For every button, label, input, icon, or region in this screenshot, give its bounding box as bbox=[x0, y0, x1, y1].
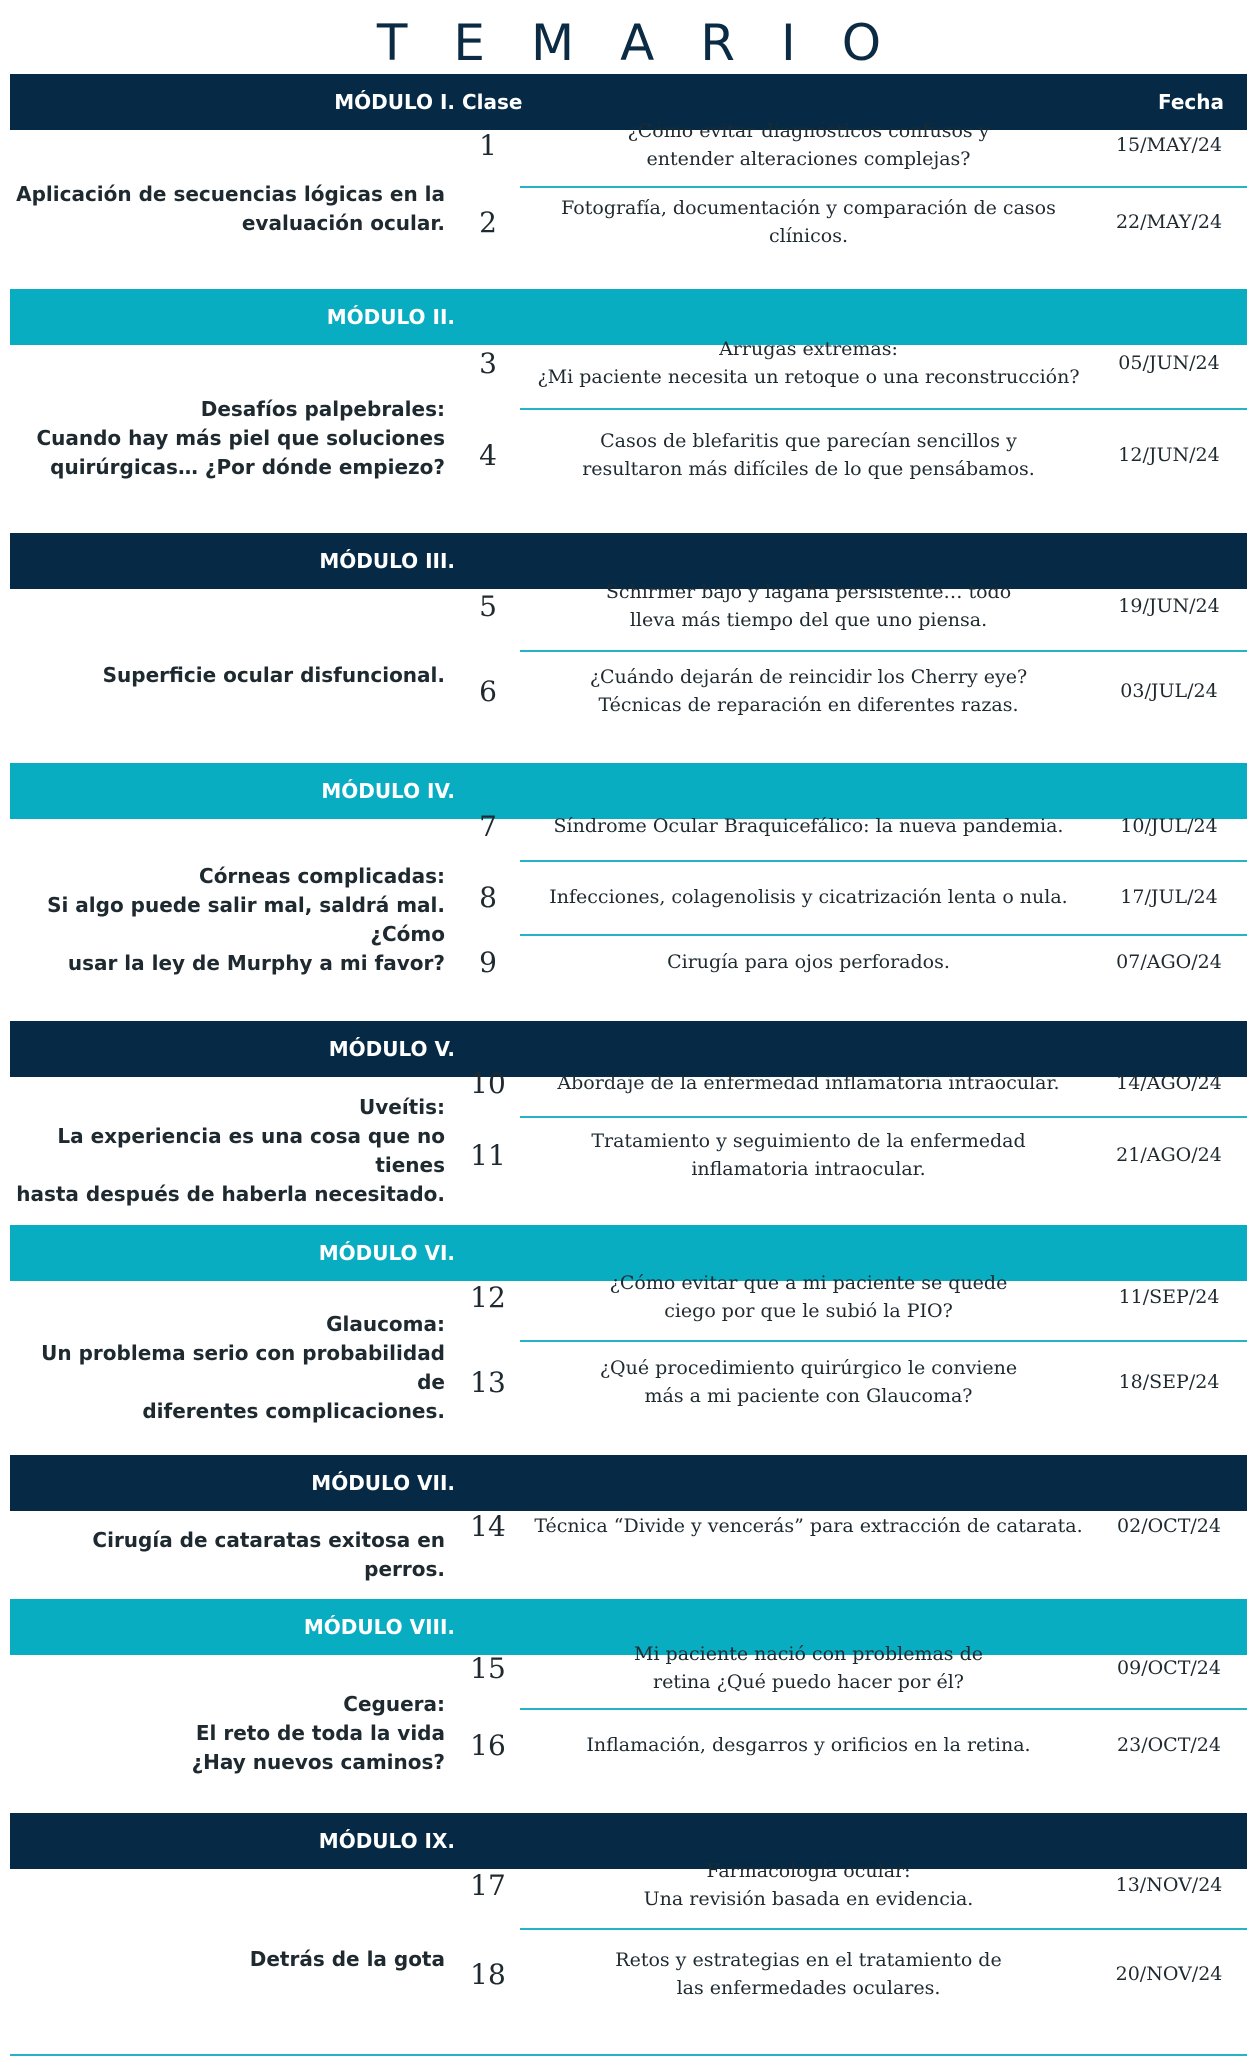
class-topic bbox=[526, 1842, 1091, 1928]
class-date: 11/SEP/24 bbox=[1118, 1286, 1220, 1308]
class-topic-text bbox=[582, 427, 1035, 483]
module-description-text bbox=[10, 1945, 445, 1974]
class-number: 7 bbox=[479, 809, 497, 843]
topic-line: Una revisión basada en evidencia. bbox=[643, 1888, 974, 1910]
module-description-text bbox=[10, 1526, 445, 1584]
class-number: 1 bbox=[479, 128, 497, 162]
description-line: diferentes complicaciones. bbox=[142, 1398, 445, 1423]
topic-line: Cirugía para ojos perforados. bbox=[667, 951, 950, 973]
class-date: 10/JUL/24 bbox=[1120, 815, 1218, 837]
topic-line: Arrugas extremas: bbox=[719, 338, 898, 360]
module-description bbox=[10, 589, 445, 762]
class-row bbox=[460, 1116, 1247, 1194]
row-divider bbox=[520, 1928, 1247, 1930]
class-date: 19/JUN/24 bbox=[1118, 595, 1220, 617]
class-number: 17 bbox=[470, 1868, 506, 1902]
class-number: 6 bbox=[479, 674, 497, 708]
module-label: MÓDULO III. bbox=[319, 549, 455, 573]
class-row bbox=[460, 104, 1247, 186]
page-title: TEMARIO bbox=[376, 14, 928, 72]
module-description bbox=[10, 819, 445, 1020]
topic-line: Retos y estrategias en el tratamiento de bbox=[615, 1949, 1002, 1971]
module-description-text bbox=[10, 862, 445, 978]
module-label: MÓDULO II. bbox=[326, 305, 455, 329]
topic-line: ¿Cómo evitar diagnósticos confusos y bbox=[627, 120, 990, 142]
class-topic bbox=[526, 1254, 1091, 1340]
class-topic-text bbox=[526, 194, 1091, 250]
row-divider bbox=[520, 1340, 1247, 1342]
row-divider bbox=[520, 408, 1247, 410]
class-date: 15/MAY/24 bbox=[1115, 134, 1223, 156]
description-line: Superficie ocular disfuncional. bbox=[102, 663, 445, 687]
topic-line: ¿Cómo evitar que a mi paciente se quede bbox=[609, 1272, 1008, 1294]
topic-line: Tratamiento y seguimiento de la enfermedad bbox=[591, 1130, 1026, 1152]
topic-line: Síndrome Ocular Braquicefálico: la nueva pandemia. bbox=[553, 815, 1064, 837]
class-topic-text bbox=[549, 883, 1067, 911]
module-label: MÓDULO IV. bbox=[321, 779, 455, 803]
module-description bbox=[10, 1281, 445, 1454]
class-number: 4 bbox=[479, 438, 497, 472]
topic-line: Mi paciente nació con problemas de bbox=[633, 1643, 983, 1665]
description-line: Ceguera: bbox=[343, 1692, 445, 1716]
module-label: MÓDULO V. bbox=[328, 1037, 455, 1061]
topic-line: inflamatoria intraocular. bbox=[691, 1158, 926, 1180]
class-row bbox=[460, 1340, 1247, 1424]
class-topic bbox=[526, 934, 1091, 990]
class-number: 11 bbox=[470, 1138, 506, 1172]
module-description bbox=[10, 1869, 445, 2050]
class-topic-text bbox=[537, 335, 1079, 391]
class-number: 15 bbox=[470, 1651, 506, 1685]
class-date: 03/JUL/24 bbox=[1120, 680, 1218, 702]
class-date: 02/OCT/24 bbox=[1117, 1515, 1221, 1537]
class-date: 18/SEP/24 bbox=[1118, 1371, 1220, 1393]
class-topic-text bbox=[590, 663, 1027, 719]
class-topic bbox=[526, 318, 1091, 408]
class-row bbox=[460, 1254, 1247, 1340]
description-line: El reto de toda la vida bbox=[195, 1721, 445, 1745]
row-divider bbox=[520, 1116, 1247, 1118]
module-description-text bbox=[10, 395, 445, 482]
class-topic-text bbox=[667, 948, 950, 976]
topic-line: ciego por que le subió la PIO? bbox=[664, 1300, 953, 1322]
module-label: MÓDULO I. bbox=[334, 90, 455, 114]
topic-line: Inflamación, desgarros y orificios en la retina. bbox=[586, 1734, 1031, 1756]
row-divider bbox=[520, 186, 1247, 188]
description-line: evaluación ocular. bbox=[241, 211, 445, 235]
class-topic-text bbox=[554, 812, 1064, 840]
class-row bbox=[460, 1628, 1247, 1708]
class-topic bbox=[526, 104, 1091, 186]
description-line: usar la ley de Murphy a mi favor? bbox=[67, 950, 445, 975]
module-description-text bbox=[10, 1093, 445, 1209]
class-topic-text bbox=[628, 117, 990, 173]
clase-header: Clase bbox=[462, 90, 523, 114]
module-description bbox=[10, 1655, 445, 1812]
class-topic bbox=[526, 1708, 1091, 1782]
description-line: Detrás de la gota bbox=[249, 1947, 445, 1971]
topic-line: Fotografía, documentación y comparación de casos clínicos. bbox=[561, 197, 1056, 247]
description-line: Si algo puede salir mal, saldrá mal. ¿Cómo bbox=[47, 892, 445, 946]
class-date: 23/OCT/24 bbox=[1117, 1734, 1221, 1756]
topic-line: ¿Cuándo dejarán de reincidir los Cherry eye? bbox=[589, 666, 1028, 688]
module-label: MÓDULO VII. bbox=[311, 1471, 455, 1495]
module-label: MÓDULO VIII. bbox=[303, 1615, 455, 1639]
module-description-text bbox=[10, 661, 445, 690]
class-topic bbox=[526, 562, 1091, 650]
topic-line: Abordaje de la enfermedad inflamatoria intraocular. bbox=[557, 1072, 1060, 1094]
module-label: MÓDULO VI. bbox=[318, 1241, 455, 1265]
fecha-header: Fecha bbox=[1158, 90, 1225, 114]
module-description-text bbox=[10, 180, 445, 238]
class-row bbox=[460, 1928, 1247, 2020]
class-date: 21/AGO/24 bbox=[1116, 1144, 1222, 1166]
class-row bbox=[460, 650, 1247, 732]
row-divider bbox=[520, 650, 1247, 652]
class-topic-text bbox=[557, 1069, 1059, 1097]
module-description bbox=[10, 1077, 445, 1224]
module-description bbox=[10, 345, 445, 532]
class-number: 12 bbox=[470, 1280, 506, 1314]
description-line: quirúrgicas… ¿Por dónde empiezo? bbox=[50, 455, 445, 479]
class-number: 14 bbox=[470, 1509, 506, 1543]
row-divider bbox=[520, 1708, 1247, 1710]
class-row bbox=[460, 792, 1247, 860]
class-row bbox=[460, 1050, 1247, 1116]
description-line: hasta después de haberla necesitado. bbox=[16, 1181, 445, 1206]
class-row bbox=[460, 408, 1247, 502]
description-line: Córneas complicadas: bbox=[199, 863, 445, 888]
class-number: 10 bbox=[470, 1066, 506, 1100]
class-topic bbox=[526, 1340, 1091, 1424]
class-topic-text bbox=[634, 1640, 983, 1696]
topic-line: entender alteraciones complejas? bbox=[646, 148, 971, 170]
class-topic bbox=[526, 408, 1091, 502]
class-date: 05/JUN/24 bbox=[1118, 352, 1220, 374]
topic-line: ¿Mi paciente necesita un retoque o una reconstrucción? bbox=[537, 366, 1080, 388]
description-line: Cirugía de cataratas exitosa en perros. bbox=[92, 1527, 445, 1581]
description-line: La experiencia es una cosa que no tienes bbox=[57, 1123, 445, 1177]
class-topic bbox=[526, 1050, 1091, 1116]
class-number: 18 bbox=[470, 1957, 506, 1991]
class-topic-text bbox=[534, 1512, 1082, 1540]
description-line: Un problema serio con probabilidad de bbox=[41, 1340, 445, 1394]
module-description bbox=[10, 1511, 445, 1598]
row-divider bbox=[520, 934, 1247, 936]
class-date: 07/AGO/24 bbox=[1116, 951, 1222, 973]
class-row bbox=[460, 1842, 1247, 1928]
class-topic bbox=[526, 186, 1091, 258]
class-number: 13 bbox=[470, 1365, 506, 1399]
topic-line: las enfermedades oculares. bbox=[676, 1977, 941, 1999]
class-row bbox=[460, 860, 1247, 934]
class-topic bbox=[526, 1928, 1091, 2020]
class-row bbox=[460, 562, 1247, 650]
class-number: 16 bbox=[470, 1728, 506, 1762]
topic-line: Farmacología ocular: bbox=[706, 1860, 911, 1882]
class-date: 13/NOV/24 bbox=[1115, 1874, 1223, 1896]
class-row bbox=[460, 1484, 1247, 1568]
class-number: 8 bbox=[479, 880, 497, 914]
class-row bbox=[460, 934, 1247, 990]
class-number: 9 bbox=[479, 945, 497, 979]
module-description-text bbox=[10, 1690, 445, 1777]
topic-line: ¿Qué procedimiento quirúrgico le conviene bbox=[599, 1357, 1018, 1379]
topic-line: lleva más tiempo del que uno piensa. bbox=[629, 609, 988, 631]
topic-line: resultaron más difíciles de lo que pensábamos. bbox=[582, 458, 1035, 480]
row-divider bbox=[520, 860, 1247, 862]
bottom-divider bbox=[10, 2054, 1247, 2056]
topic-line: Casos de blefaritis que parecían sencillos y bbox=[600, 430, 1017, 452]
class-number: 2 bbox=[479, 205, 497, 239]
class-topic-text bbox=[615, 1946, 1001, 2002]
class-topic bbox=[526, 792, 1091, 860]
class-date: 14/AGO/24 bbox=[1116, 1072, 1222, 1094]
class-topic bbox=[526, 1484, 1091, 1568]
class-topic-text bbox=[644, 1857, 974, 1913]
class-topic bbox=[526, 1628, 1091, 1708]
module-label: MÓDULO IX. bbox=[318, 1829, 455, 1853]
class-date: 20/NOV/24 bbox=[1115, 1963, 1223, 1985]
topic-line: retina ¿Qué puedo hacer por él? bbox=[652, 1671, 964, 1693]
class-topic-text bbox=[610, 1269, 1008, 1325]
topic-line: Técnica “Divide y vencerás” para extracción de catarata. bbox=[534, 1515, 1083, 1537]
description-line: Uveítis: bbox=[358, 1094, 445, 1119]
description-line: Desafíos palpebrales: bbox=[200, 397, 445, 421]
class-date: 22/MAY/24 bbox=[1115, 211, 1223, 233]
class-topic bbox=[526, 860, 1091, 934]
class-topic-text bbox=[600, 1354, 1017, 1410]
description-line: ¿Hay nuevos caminos? bbox=[191, 1750, 445, 1774]
class-topic bbox=[526, 1116, 1091, 1194]
topic-line: Schirmer bajo y lagaña persistente… todo bbox=[605, 581, 1012, 603]
topic-line: Técnicas de reparación en diferentes razas. bbox=[598, 694, 1019, 716]
class-topic-text bbox=[591, 1127, 1025, 1183]
topic-line: más a mi paciente con Glaucoma? bbox=[644, 1385, 973, 1407]
class-date: 12/JUN/24 bbox=[1118, 444, 1220, 466]
module-description bbox=[10, 130, 445, 288]
topic-line: Infecciones, colagenolisis y cicatrización lenta o nula. bbox=[549, 886, 1068, 908]
class-row bbox=[460, 318, 1247, 408]
class-row bbox=[460, 186, 1247, 258]
description-line: Aplicación de secuencias lógicas en la bbox=[16, 182, 445, 206]
description-line: Cuando hay más piel que soluciones bbox=[36, 426, 445, 450]
class-topic-text bbox=[586, 1731, 1030, 1759]
class-row bbox=[460, 1708, 1247, 1782]
class-topic bbox=[526, 650, 1091, 732]
class-date: 09/OCT/24 bbox=[1117, 1657, 1221, 1679]
module-description-text bbox=[10, 1310, 445, 1426]
class-number: 5 bbox=[479, 589, 497, 623]
class-number: 3 bbox=[479, 346, 497, 380]
description-line: Glaucoma: bbox=[326, 1311, 445, 1336]
class-date: 17/JUL/24 bbox=[1120, 886, 1218, 908]
class-topic-text bbox=[606, 578, 1011, 634]
